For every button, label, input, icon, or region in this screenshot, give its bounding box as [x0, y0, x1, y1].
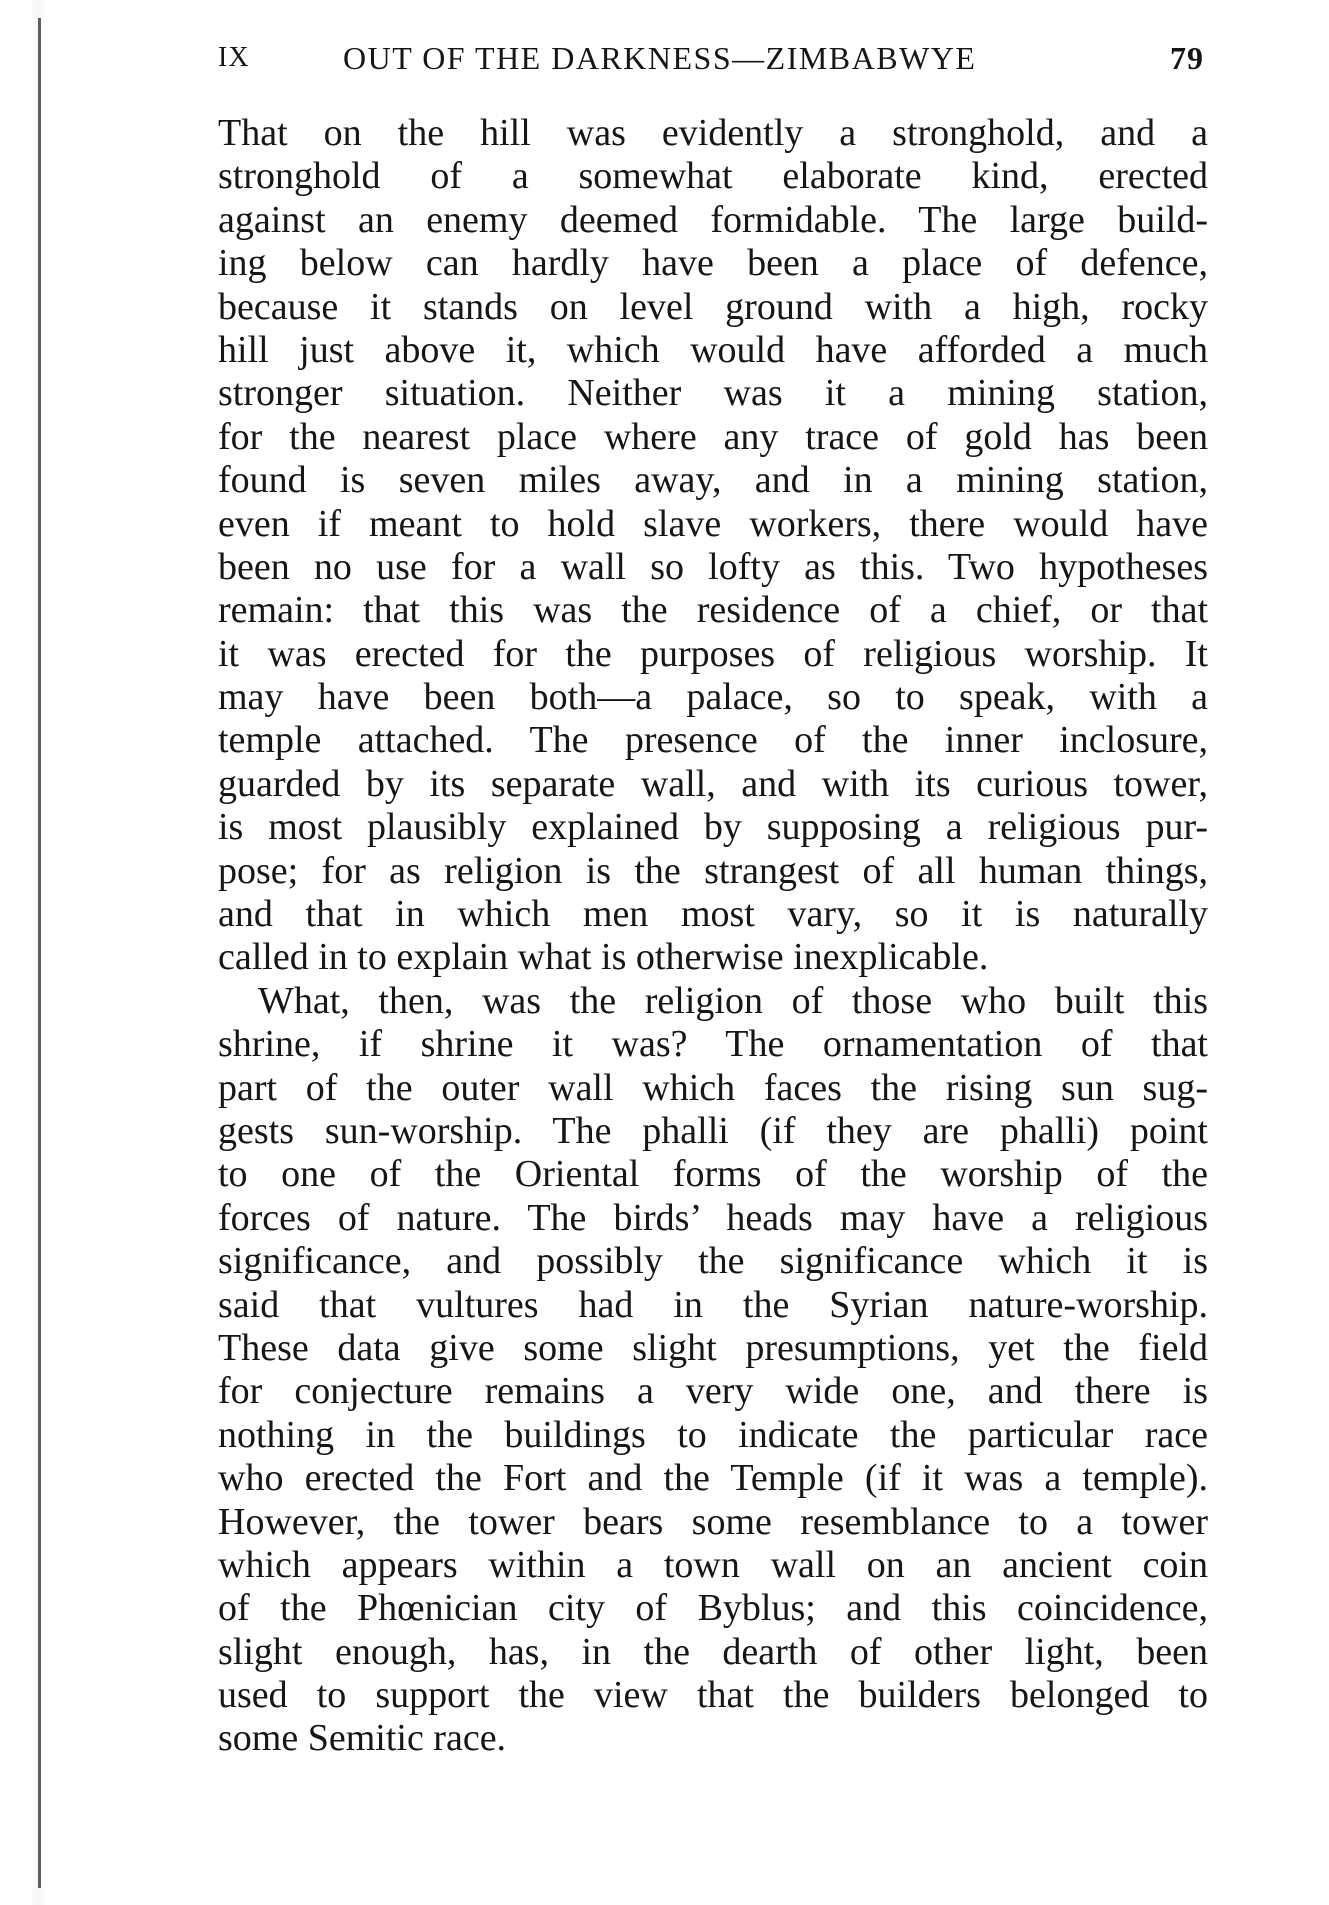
text-line: These data give some slight presumptions, yet the field [218, 1326, 1208, 1369]
text-line: even if meant to hold slave workers, there would have [218, 502, 1208, 545]
text-line: said that vultures had in the Syrian nature-worship. [218, 1283, 1208, 1326]
text-line: against an enemy deemed formidable. The large build- [218, 198, 1208, 241]
text-line: That on the hill was evidently a stronghold, and a [218, 112, 1208, 154]
text-line: temple attached. The presence of the inner inclosure, [218, 719, 1208, 762]
text-line: to one of the Oriental forms of the worship of the [218, 1153, 1208, 1196]
body-text [218, 112, 1208, 1760]
running-title: OUT OF THE DARKNESS—ZIMBABWYE [343, 40, 977, 76]
text-line: of the Phœnician city of Byblus; and this coincidence, [218, 1587, 1208, 1630]
text-line: found is seven miles away, and in a mining station, [218, 459, 1208, 502]
text-line: for conjecture remains a very wide one, and there is [218, 1370, 1208, 1413]
text-line: called in to explain what is otherwise inexplicable. [218, 936, 989, 979]
text-line: stronghold of a somewhat elaborate kind, erected [218, 155, 1208, 198]
text-line: shrine, if shrine it was? The ornamentation of that [218, 1023, 1208, 1066]
text-line: which appears within a town wall on an ancient coin [218, 1543, 1208, 1586]
chapter-number: IX [218, 42, 250, 73]
text-line: may have been both—a palace, so to speak, with a [218, 676, 1208, 719]
text-line: forces of nature. The birds’ heads may have a religious [218, 1196, 1208, 1239]
text-line: it was erected for the purposes of religious worship. It [218, 632, 1208, 675]
text-line: because it stands on level ground with a high, rocky [218, 285, 1208, 328]
text-line: slight enough, has, in the dearth of other light, been [218, 1630, 1208, 1673]
binding-edge-line [38, 18, 41, 1888]
text-line: and that in which men most vary, so it is naturally [218, 893, 1208, 936]
text-line: part of the outer wall which faces the rising sun sug- [218, 1066, 1208, 1109]
text-line: is most plausibly explained by supposing a religious pur- [218, 806, 1208, 849]
text-line: What, then, was the religion of those who built this [258, 979, 1208, 1022]
paragraph-1 [218, 112, 1208, 980]
text-line: nothing in the buildings to indicate the particular race [218, 1413, 1208, 1456]
text-line: guarded by its separate wall, and with its curious tower, [218, 762, 1208, 805]
text-line: remain: that this was the residence of a chief, or that [218, 589, 1208, 632]
text-line: gests sun-worship. The phalli (if they are phalli) point [218, 1109, 1208, 1152]
text-line: However, the tower bears some resemblance to a tower [218, 1500, 1208, 1543]
running-head [218, 40, 1208, 90]
text-line: pose; for as religion is the strangest of all human things, [218, 849, 1208, 892]
paragraph-2 [218, 980, 1208, 1761]
text-line: some Semitic race. [218, 1717, 507, 1760]
text-line: significance, and possibly the significance which it is [218, 1240, 1208, 1283]
text-line: used to support the view that the builders belonged to [218, 1674, 1208, 1717]
text-line: hill just above it, which would have afforded a much [218, 328, 1208, 371]
text-line: who erected the Fort and the Temple (if it was a temple). [218, 1457, 1208, 1500]
text-line: for the nearest place where any trace of gold has been [218, 415, 1208, 458]
text-line: stronger situation. Neither was it a mining station, [218, 372, 1208, 415]
page-number: 79 [1170, 40, 1204, 76]
text-line: ing below can hardly have been a place of defence, [218, 242, 1208, 285]
text-line: been no use for a wall so lofty as this. Two hypotheses [218, 545, 1208, 588]
